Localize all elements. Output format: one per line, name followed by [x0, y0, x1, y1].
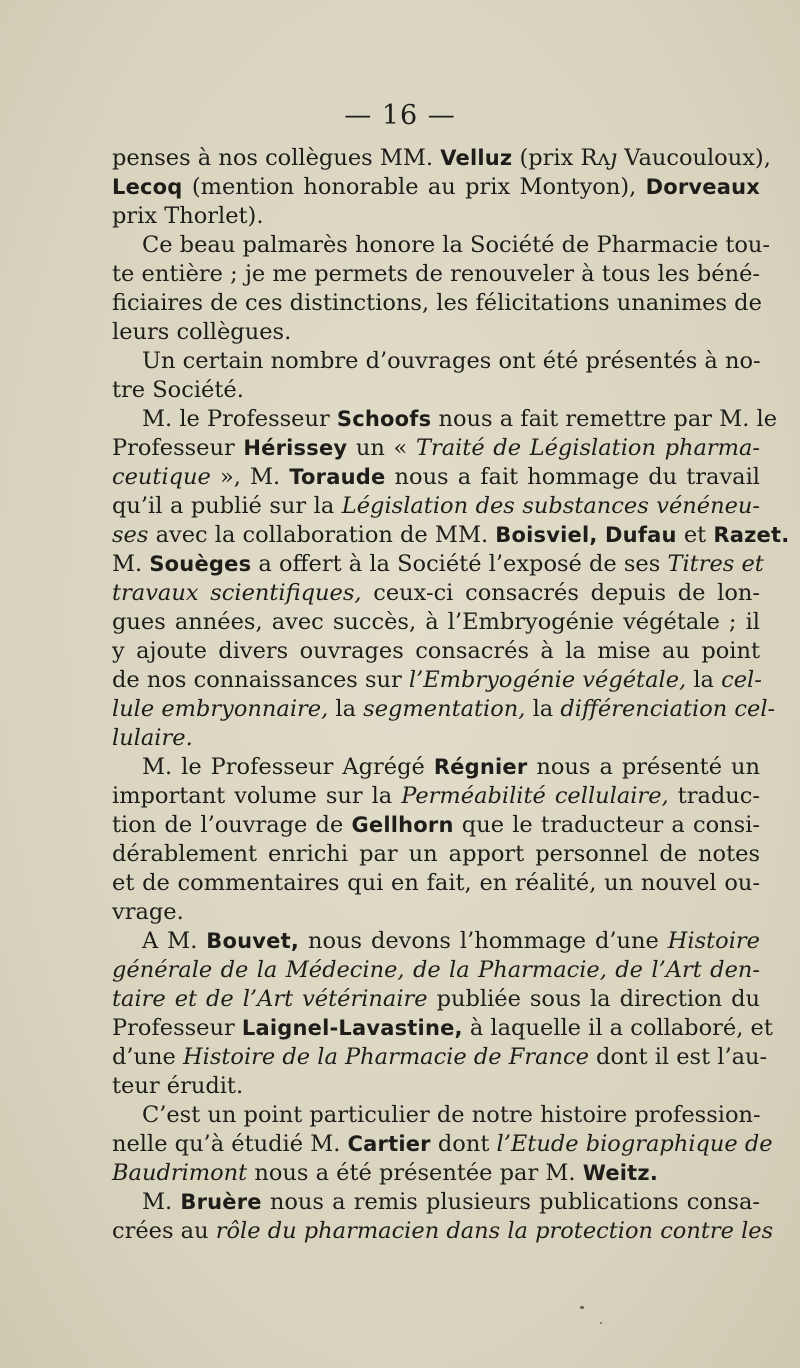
italic-title: ȷ [610, 145, 618, 171]
text-line [112, 463, 760, 492]
text-line [112, 144, 771, 173]
text-line [112, 1159, 760, 1188]
text-line [112, 173, 760, 202]
text-run: (prix Rᴧ [512, 145, 611, 171]
text-line [112, 202, 760, 231]
text-line [112, 289, 760, 318]
text-run: qu’il a publié sur la [112, 493, 342, 519]
text-run: », M. [210, 464, 290, 490]
body-text [112, 144, 790, 1246]
text-run: M. [112, 551, 150, 577]
text-run: nous a remis plusieurs publications consa- [261, 1189, 760, 1215]
text-line [112, 724, 760, 753]
text-run: penses à nos collègues MM. [112, 145, 441, 171]
text-line [112, 1130, 773, 1159]
person-name: Souèges [149, 552, 252, 576]
text-line [112, 376, 760, 405]
italic-title: segmentation, [363, 696, 526, 722]
text-line [112, 695, 776, 724]
text-line [112, 956, 760, 985]
person-name: Laignel-Lavastine, [241, 1016, 463, 1040]
text-line [112, 608, 760, 637]
text-line [112, 1043, 768, 1072]
italic-title: Histoire de la Pharmacie de France [183, 1044, 589, 1070]
text-run: nous a été présentée par M. [247, 1160, 583, 1186]
text-run: dont il est l’au- [588, 1044, 768, 1070]
text-line [112, 347, 760, 376]
text-run: la [328, 696, 364, 722]
text-line [112, 753, 760, 782]
person-name: Velluz [440, 146, 513, 170]
text-line [112, 898, 760, 927]
italic-title: rôle du pharmacien dans la protection contre les [215, 1218, 774, 1244]
text-run: M. [142, 1189, 181, 1215]
text-run: que le traducteur a consi- [453, 812, 760, 838]
text-run: nous devons l’hommage d’une [299, 928, 668, 954]
text-line [112, 521, 790, 550]
text-run: à laquelle il a collaboré, et [462, 1015, 773, 1041]
text-line [112, 840, 760, 869]
text-line [112, 550, 764, 579]
person-name: Toraude [289, 465, 386, 489]
text-run: Ce beau palmarès honore la Société de Pharmacie tou- [142, 232, 771, 258]
text-run: leurs collègues. [112, 319, 292, 345]
italic-title: ceutique [112, 464, 211, 490]
italic-title: Traité de Législation pharma- [415, 435, 760, 461]
paper-speck [580, 1306, 584, 1309]
text-run: te entière ; je me permets de renouveler à tous les béné- [112, 261, 760, 287]
text-run: teur érudit. [112, 1073, 244, 1099]
text-run: avec la collaboration de MM. [148, 522, 496, 548]
text-run: M. le Professeur Agrégé [142, 754, 434, 780]
italic-title: l’Etude biographique de [496, 1131, 773, 1157]
text-run: nous a présenté un [527, 754, 760, 780]
text-line [112, 927, 760, 956]
person-name: Lecoq [112, 175, 183, 199]
text-line [112, 260, 760, 289]
italic-title: différenciation cel- [560, 696, 776, 722]
text-run: la [686, 667, 722, 693]
text-run: d’une [112, 1044, 184, 1070]
text-run: dont [430, 1131, 497, 1157]
text-run: ficiaires de ces distinctions, les félicitations unanimes de [112, 290, 762, 316]
italic-title: l’Embryogénie végétale, [408, 667, 687, 693]
italic-title: Baudrimont [112, 1160, 248, 1186]
text-line [112, 1188, 760, 1217]
text-run: nous a fait remettre par M. le [431, 406, 778, 432]
text-run: (mention honorable au prix Montyon), [182, 174, 646, 200]
text-run: et [676, 522, 714, 548]
person-name: Bruère [180, 1190, 262, 1214]
text-line [112, 985, 760, 1014]
text-run: nelle qu’à étudié M. [112, 1131, 348, 1157]
text-run: vrage. [112, 899, 184, 925]
italic-title: lule embryonnaire, [112, 696, 329, 722]
page-number: — 16 — [344, 100, 456, 131]
text-line [112, 434, 760, 463]
italic-title: générale de la Médecine, de la Pharmacie, de l’Art den- [112, 957, 760, 983]
text-line [112, 1072, 760, 1101]
text-run: dérablement enrichi par un apport personnel de notes [112, 841, 760, 867]
italic-title: Histoire [667, 928, 761, 954]
text-run: tion de l’ouvrage de [112, 812, 352, 838]
text-line [112, 666, 760, 695]
text-run: M. le Professeur [142, 406, 337, 432]
text-run: C’est un point particulier de notre histoire profession- [142, 1102, 761, 1128]
person-name: Régnier [433, 755, 528, 779]
text-line [112, 1014, 773, 1043]
person-name: Schoofs [336, 407, 432, 431]
italic-title: travaux scientifiques, [112, 580, 362, 606]
text-run: prix Thorlet). [112, 203, 264, 229]
person-name: Bouvet, [206, 929, 300, 953]
text-run: de nos connaissances sur [112, 667, 409, 693]
text-run: ceux-ci consacrés depuis de lon- [361, 580, 760, 606]
text-run: nous a fait hommage du travail [385, 464, 760, 490]
text-line [112, 492, 760, 521]
italic-title: taire et de l’Art vétérinaire [112, 986, 428, 1012]
text-run: un « [347, 435, 416, 461]
text-line [112, 405, 778, 434]
text-run: publiée sous la direction du [427, 986, 760, 1012]
text-run: tre Société. [112, 377, 244, 403]
text-line [112, 1217, 774, 1246]
text-run: Vaucouloux), [617, 145, 771, 171]
person-name: Boisviel, Dufau [495, 523, 677, 547]
text-line [112, 318, 760, 347]
text-run: gues années, avec succès, à l’Embryogénie végétale ; il [112, 609, 760, 635]
person-name: Gellhorn [351, 813, 454, 837]
text-run: a offert à la Société l’exposé de ses [251, 551, 668, 577]
text-line [112, 1101, 760, 1130]
italic-title: lulaire. [112, 725, 193, 751]
text-line [112, 579, 760, 608]
text-run: la [525, 696, 561, 722]
italic-title: Titres et [667, 551, 764, 577]
italic-title: Perméabilité cellulaire, [401, 783, 669, 809]
person-name: Dorveaux [645, 175, 760, 199]
text-run: et de commentaires qui en fait, en réalité, un nouvel ou- [112, 870, 760, 896]
text-run: y ajoute divers ouvrages consacrés à la mise au point [112, 638, 760, 664]
person-name: Hérissey [243, 436, 348, 460]
person-name: Razet. [713, 523, 790, 547]
text-run: A M. [142, 928, 207, 954]
person-name: Weitz. [582, 1161, 659, 1185]
person-name: Cartier [347, 1132, 431, 1156]
text-run: Un certain nombre d’ouvrages ont été présentés à no- [142, 348, 761, 374]
text-run: Professeur [112, 435, 244, 461]
italic-title: Législation des substances vénéneu- [341, 493, 760, 519]
text-line [112, 869, 760, 898]
text-line [112, 782, 760, 811]
text-run: Professeur [112, 1015, 242, 1041]
text-line [112, 637, 760, 666]
italic-title: ses [112, 522, 149, 548]
text-run: traduc- [668, 783, 760, 809]
text-run: important volume sur la [112, 783, 402, 809]
italic-title: cel- [721, 667, 762, 693]
text-line [112, 811, 760, 840]
text-run: crées au [112, 1218, 216, 1244]
text-line [112, 231, 771, 260]
paper-speck [600, 1322, 602, 1324]
